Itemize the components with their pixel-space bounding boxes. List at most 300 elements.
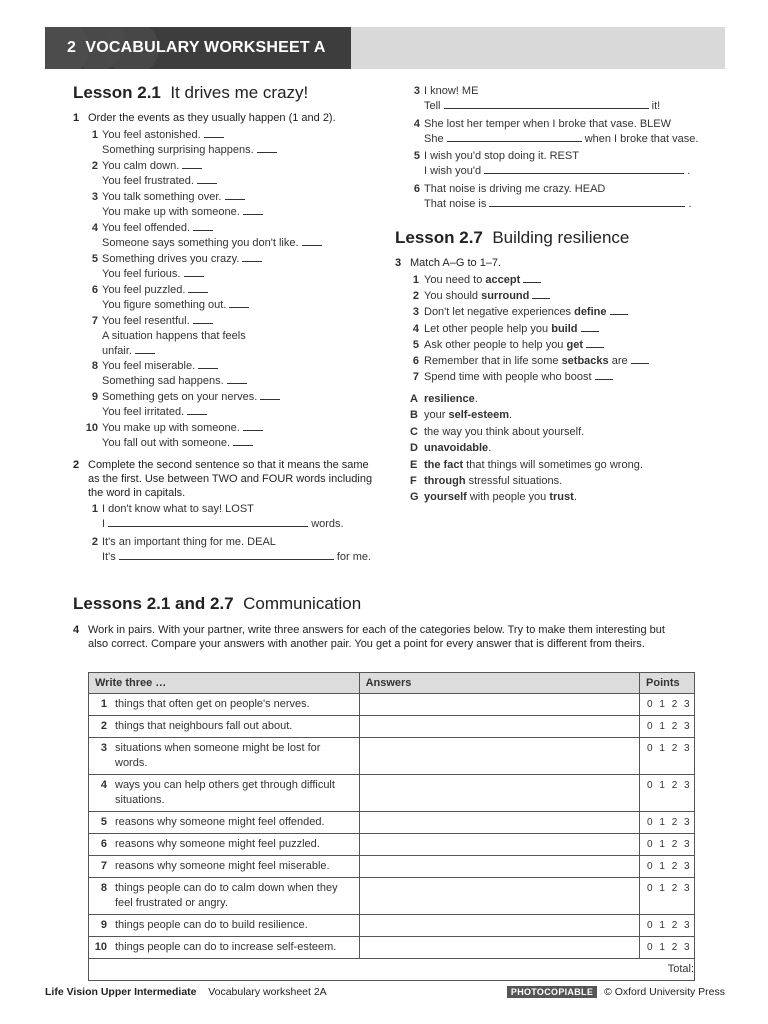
answer-blank[interactable] <box>595 370 613 380</box>
item-number: 4 <box>412 322 419 335</box>
item-text <box>424 370 613 385</box>
option-text <box>424 441 491 456</box>
rewrite-end: it! <box>651 100 661 112</box>
item-number: 5 <box>412 338 419 351</box>
header-bar <box>45 27 725 69</box>
exercise-2-number: 2 <box>73 459 80 471</box>
event-b: A situation happens that feels <box>102 330 246 342</box>
rewrite-start: It's <box>102 551 116 563</box>
event-line-a <box>102 190 263 205</box>
book-title: Life Vision Upper Intermediate <box>45 986 197 998</box>
answer-blank-b[interactable] <box>187 405 207 415</box>
points-options: 0 1 2 3 <box>647 699 692 710</box>
answer-blank-b[interactable] <box>135 344 155 354</box>
category-text: ways you can help others get through difficult situations. <box>115 779 335 806</box>
category-text: things that often get on people's nerves. <box>115 698 310 710</box>
col-header-write-three: Write three … <box>89 673 360 694</box>
event-c: unfair. <box>102 345 132 357</box>
answer-blank-a[interactable] <box>243 421 263 431</box>
event-line-a <box>102 390 280 405</box>
answer-blank-b[interactable] <box>243 205 263 215</box>
exercise-3-instruction: Match A–G to 1–7. <box>410 257 502 269</box>
rewrite-line <box>424 164 690 179</box>
table-row <box>89 856 695 878</box>
row-number: 1 <box>100 698 107 710</box>
key-word: through <box>424 475 466 487</box>
event-line-a <box>102 221 322 236</box>
answers-cell[interactable] <box>359 775 639 812</box>
option-letter: C <box>410 425 418 438</box>
rewrite-line <box>102 550 371 565</box>
row-number: 9 <box>100 919 107 931</box>
event-line-b <box>102 174 217 189</box>
answer-blank[interactable] <box>489 197 685 207</box>
option-text <box>424 408 512 423</box>
rewrite-end: for me. <box>336 551 372 563</box>
sentence-start: Don't let negative experiences <box>424 306 575 319</box>
lesson-2-7-number: Lesson 2.7 <box>395 228 483 247</box>
event-line-b <box>102 205 263 220</box>
key-word: setbacks <box>561 355 609 367</box>
table-row <box>89 878 695 915</box>
sentence-start: Let other people help you <box>424 322 552 335</box>
event-line-b <box>102 405 280 420</box>
points-cell[interactable] <box>640 937 695 959</box>
item-text <box>424 149 690 179</box>
rewrite-end: . <box>687 165 691 177</box>
header-title-block <box>45 27 351 69</box>
option-text <box>424 392 478 407</box>
total-cell[interactable] <box>89 959 695 981</box>
event-a: Something gets on your nerves. <box>102 391 258 403</box>
points-options: 0 1 2 3 <box>647 743 692 754</box>
original-text: I don't know what to say! LOST <box>102 503 254 515</box>
item-text <box>102 535 371 565</box>
event-a: You make up with someone. <box>102 422 240 434</box>
exercise-3-number: 3 <box>395 257 402 269</box>
event-a: You feel resentful. <box>102 315 190 327</box>
answer-blank[interactable] <box>610 305 628 315</box>
original-sentence <box>102 535 371 550</box>
exercise-4-number: 4 <box>73 624 80 636</box>
option-text <box>424 490 577 505</box>
item-number: 2 <box>91 536 98 548</box>
answer-blank[interactable] <box>586 338 604 348</box>
option-start: your <box>424 409 449 422</box>
category-cell <box>89 915 360 937</box>
points-cell[interactable] <box>640 738 695 775</box>
row-number: 4 <box>100 779 107 791</box>
answers-cell[interactable] <box>359 937 639 959</box>
option-text <box>424 474 562 489</box>
event-line-a <box>102 359 247 374</box>
rewrite-line <box>102 517 344 532</box>
original-sentence <box>102 502 344 517</box>
original-sentence <box>424 84 660 99</box>
event-b: Something sad happens. <box>102 375 224 387</box>
answer-blank-b[interactable] <box>233 436 253 446</box>
item-number: 6 <box>91 284 98 296</box>
points-options: 0 1 2 3 <box>647 861 692 872</box>
lesson-2-7-title: Building resilience <box>492 228 630 247</box>
option-start: the way you think about yourself. <box>424 425 585 438</box>
answer-blank-a[interactable] <box>182 159 202 169</box>
item-text <box>102 252 262 282</box>
lesson-2-7-heading <box>395 228 629 248</box>
key-word: define <box>574 306 607 319</box>
item-number: 3 <box>412 306 419 319</box>
option-text <box>424 458 643 473</box>
original-text: It's an important thing for me. DEAL <box>102 536 276 548</box>
item-text <box>102 283 249 313</box>
answer-blank[interactable] <box>631 354 649 364</box>
copyright: © Oxford University Press <box>604 986 725 998</box>
points-cell[interactable] <box>640 915 695 937</box>
key-word: yourself <box>424 491 467 504</box>
item-number: 6 <box>413 183 420 195</box>
item-text <box>102 159 217 189</box>
points-cell[interactable] <box>640 716 695 738</box>
answer-blank[interactable] <box>444 99 649 109</box>
communication-lessons: Lessons 2.1 and 2.7 <box>73 594 234 613</box>
lesson-2-1-number: Lesson 2.1 <box>73 83 161 102</box>
points-options: 0 1 2 3 <box>647 721 692 732</box>
unit-number: 2 <box>67 39 77 56</box>
option-text <box>424 425 584 440</box>
event-line-a <box>102 252 262 267</box>
answer-blank-b[interactable] <box>229 298 249 308</box>
categories-table <box>88 672 695 981</box>
event-line-c <box>102 344 246 359</box>
table-row <box>89 775 695 812</box>
worksheet-title-text: VOCABULARY WORKSHEET A <box>85 39 326 56</box>
item-text <box>424 182 692 212</box>
key-word: the fact <box>424 458 464 471</box>
item-number: 1 <box>412 274 419 286</box>
points-cell[interactable] <box>640 834 695 856</box>
event-line-b <box>102 298 249 313</box>
answer-blank[interactable] <box>119 550 334 560</box>
answers-cell[interactable] <box>359 878 639 915</box>
item-number: 7 <box>412 371 419 384</box>
total-row <box>89 959 695 981</box>
table-header-row <box>89 673 695 694</box>
sentence-start: Remember that in life some <box>424 355 562 367</box>
sentence-start: You need to <box>424 274 486 286</box>
footer-right <box>507 986 725 998</box>
points-cell[interactable] <box>640 878 695 915</box>
option-rest: that things will sometimes go wrong. <box>463 458 643 471</box>
answer-blank-b[interactable] <box>197 174 217 184</box>
option-rest: stressful situations. <box>465 475 563 487</box>
item-text <box>424 322 599 337</box>
option-rest: . <box>573 491 577 504</box>
answers-cell[interactable] <box>359 856 639 878</box>
category-text: things that neighbours fall out about. <box>115 720 293 732</box>
event-b: You make up with someone. <box>102 206 240 218</box>
category-cell <box>89 775 360 812</box>
answer-blank-a[interactable] <box>193 314 213 324</box>
rewrite-start: That noise is <box>424 198 487 210</box>
answers-cell[interactable] <box>359 915 639 937</box>
item-text <box>102 502 344 532</box>
answers-cell[interactable] <box>359 738 639 775</box>
option-letter: E <box>410 458 418 471</box>
item-number: 8 <box>91 360 98 372</box>
item-number: 7 <box>91 315 98 327</box>
points-cell[interactable] <box>640 694 695 716</box>
category-text: reasons why someone might feel offended. <box>115 816 325 828</box>
row-number: 3 <box>100 742 107 754</box>
points-options: 0 1 2 3 <box>647 817 692 828</box>
rewrite-start: Tell <box>424 100 441 112</box>
points-options: 0 1 2 3 <box>647 942 692 953</box>
item-number: 6 <box>412 355 419 367</box>
event-line-a <box>102 283 249 298</box>
rewrite-line <box>424 132 698 147</box>
points-options: 0 1 2 3 <box>647 920 692 931</box>
item-number: 5 <box>91 253 98 265</box>
category-text: situations when someone might be lost for words. <box>115 742 321 769</box>
sentence-rest: are <box>608 355 628 367</box>
key-word: get <box>566 338 583 351</box>
item-text <box>424 84 660 114</box>
option-rest: . <box>474 393 478 405</box>
communication-title: Communication <box>243 594 362 613</box>
category-cell <box>89 738 360 775</box>
answer-blank-a[interactable] <box>242 252 262 262</box>
event-a: You feel astonished. <box>102 129 201 141</box>
answer-blank[interactable] <box>523 273 541 283</box>
col-header-answers: Answers <box>359 673 639 694</box>
answer-blank-a[interactable] <box>193 221 213 231</box>
event-line-b <box>102 267 262 282</box>
key-word: build <box>551 322 578 335</box>
answer-blank-b[interactable] <box>257 143 277 153</box>
footer-left <box>45 986 327 998</box>
lesson-2-1-heading <box>73 83 308 103</box>
points-cell[interactable] <box>640 812 695 834</box>
table-row <box>89 812 695 834</box>
event-b: You feel furious. <box>102 268 181 280</box>
item-number: 2 <box>412 290 419 303</box>
answer-blank-a[interactable] <box>188 283 208 293</box>
exercise-1-number: 1 <box>73 112 80 124</box>
item-text <box>424 117 698 147</box>
worksheet-name: Vocabulary worksheet 2A <box>208 986 327 998</box>
rewrite-line <box>424 197 692 212</box>
category-text: things people can do to build resilience. <box>115 919 308 931</box>
row-number: 5 <box>100 816 107 828</box>
item-text <box>424 354 649 369</box>
item-text <box>102 221 322 251</box>
category-cell <box>89 937 360 959</box>
table-row <box>89 716 695 738</box>
original-sentence <box>424 149 690 164</box>
category-cell <box>89 878 360 915</box>
points-options: 0 1 2 3 <box>647 883 692 894</box>
answer-blank[interactable] <box>484 164 684 174</box>
item-number: 1 <box>91 503 98 515</box>
key-word: self-esteem <box>448 409 510 422</box>
item-number: 2 <box>91 160 98 172</box>
table-row <box>89 834 695 856</box>
item-text <box>424 289 550 304</box>
answers-cell[interactable] <box>359 694 639 716</box>
row-number: 7 <box>100 860 107 872</box>
key-word: trust <box>549 491 574 504</box>
category-text: things people can do to increase self-esteem. <box>115 941 337 953</box>
rewrite-end: . <box>688 198 692 210</box>
event-line-b <box>102 436 263 451</box>
category-cell <box>89 856 360 878</box>
rewrite-line <box>424 99 660 114</box>
answer-blank[interactable] <box>581 322 599 332</box>
event-a: You feel miserable. <box>102 360 196 372</box>
photocopiable-badge: PHOTOCOPIABLE <box>507 986 597 998</box>
points-options: 0 1 2 3 <box>647 780 692 791</box>
answer-blank[interactable] <box>447 132 582 142</box>
answers-cell[interactable] <box>359 716 639 738</box>
table-body <box>89 694 695 981</box>
row-number: 10 <box>94 941 107 953</box>
answer-blank-b[interactable] <box>302 236 322 246</box>
row-number: 8 <box>100 882 107 894</box>
exercise-1-instruction: Order the events as they usually happen (1 and 2). <box>88 112 336 124</box>
category-cell <box>89 812 360 834</box>
category-text: things people can do to calm down when they feel frustrated or angry. <box>115 882 338 909</box>
category-cell <box>89 834 360 856</box>
item-text <box>102 390 280 420</box>
key-word: resilience <box>424 393 475 405</box>
event-b: You feel irritated. <box>102 406 185 418</box>
answer-blank-a[interactable] <box>204 128 224 138</box>
event-b: Someone says something you don't like. <box>102 237 299 249</box>
event-b: Something surprising happens. <box>102 144 254 156</box>
table-row <box>89 738 695 775</box>
event-line-b <box>102 374 247 389</box>
rewrite-start: I wish you'd <box>424 165 482 177</box>
table-row <box>89 694 695 716</box>
option-letter: G <box>410 491 419 504</box>
item-text <box>102 314 246 359</box>
event-b: You fall out with someone. <box>102 437 231 449</box>
item-text <box>102 190 263 220</box>
item-number: 3 <box>91 191 98 203</box>
event-a: You feel offended. <box>102 222 191 234</box>
communication-heading <box>73 594 361 614</box>
row-number: 2 <box>100 720 107 732</box>
event-b: You figure something out. <box>102 299 227 311</box>
item-number: 10 <box>85 422 98 434</box>
sentence-start: You should <box>424 290 482 303</box>
answer-blank-b[interactable] <box>184 267 204 277</box>
option-letter: D <box>410 442 418 455</box>
original-text: I wish you'd stop doing it. REST <box>424 150 579 162</box>
exercise-2-instruction: Complete the second sentence so that it means the same as the first. Use between TWO and FOUR words including the word in capitals. <box>88 459 373 499</box>
points-cell[interactable] <box>640 775 695 812</box>
answer-blank-a[interactable] <box>198 359 218 369</box>
item-number: 9 <box>91 391 98 403</box>
sentence-start: Spend time with people who boost <box>424 371 592 384</box>
key-word: unavoidable <box>424 442 489 455</box>
event-a: You calm down. <box>102 160 180 172</box>
item-text <box>424 305 628 320</box>
answers-cell[interactable] <box>359 834 639 856</box>
option-rest: with people you <box>466 491 550 504</box>
item-text <box>102 128 277 158</box>
option-rest: . <box>509 409 513 422</box>
event-a: Something drives you crazy. <box>102 253 240 265</box>
answer-blank-a[interactable] <box>260 390 280 400</box>
option-letter: A <box>410 393 418 405</box>
item-number: 1 <box>91 129 98 141</box>
option-letter: F <box>410 475 417 487</box>
sentence-start: Ask other people to help you <box>424 338 567 351</box>
item-number: 4 <box>91 222 98 234</box>
event-a: You feel puzzled. <box>102 284 186 296</box>
original-text: I know! ME <box>424 85 479 97</box>
item-number: 3 <box>413 85 420 97</box>
col-header-points: Points <box>640 673 695 694</box>
answer-blank[interactable] <box>108 517 308 527</box>
event-line-a <box>102 421 263 436</box>
points-cell[interactable] <box>640 856 695 878</box>
answer-blank-a[interactable] <box>225 190 245 200</box>
worksheet-title <box>67 27 326 69</box>
answers-cell[interactable] <box>359 812 639 834</box>
answer-blank[interactable] <box>532 289 550 299</box>
answer-blank-b[interactable] <box>227 374 247 384</box>
key-word: accept <box>485 274 521 286</box>
item-text <box>424 338 604 353</box>
event-a: You talk something over. <box>102 191 222 203</box>
option-letter: B <box>410 409 418 422</box>
event-line-a <box>102 128 277 143</box>
points-options: 0 1 2 3 <box>647 839 692 850</box>
event-line-b <box>102 143 277 158</box>
item-number: 4 <box>413 118 420 130</box>
total-label: Total: <box>667 963 694 975</box>
original-text: That noise is driving me crazy. HEAD <box>424 183 606 195</box>
option-rest: . <box>488 442 492 455</box>
original-sentence <box>424 182 692 197</box>
rewrite-start: I <box>102 518 106 530</box>
rewrite-end: when I broke that vase. <box>584 133 699 145</box>
exercise-4-instruction: Work in pairs. With your partner, write three answers for each of the categories below. Try to make them interesting but also correct. Compare your answers with another pair. You get a point for every answer that is different from theirs. <box>88 624 665 650</box>
key-word: surround <box>481 290 530 303</box>
item-text <box>102 421 263 451</box>
category-text: reasons why someone might feel miserable. <box>115 860 330 872</box>
table-row <box>89 915 695 937</box>
rewrite-start: She <box>424 133 444 145</box>
category-text: reasons why someone might feel puzzled. <box>115 838 320 850</box>
event-line-b <box>102 329 246 344</box>
rewrite-end: words. <box>311 518 344 530</box>
event-b: You feel frustrated. <box>102 175 194 187</box>
category-cell <box>89 716 360 738</box>
original-sentence <box>424 117 698 132</box>
original-text: She lost her temper when I broke that vase. BLEW <box>424 118 672 130</box>
item-text <box>424 273 541 288</box>
event-line-a <box>102 314 246 329</box>
table-row <box>89 937 695 959</box>
row-number: 6 <box>100 838 107 850</box>
category-cell <box>89 694 360 716</box>
event-line-a <box>102 159 217 174</box>
lesson-2-1-title: It drives me crazy! <box>170 83 309 102</box>
item-number: 5 <box>413 150 420 162</box>
